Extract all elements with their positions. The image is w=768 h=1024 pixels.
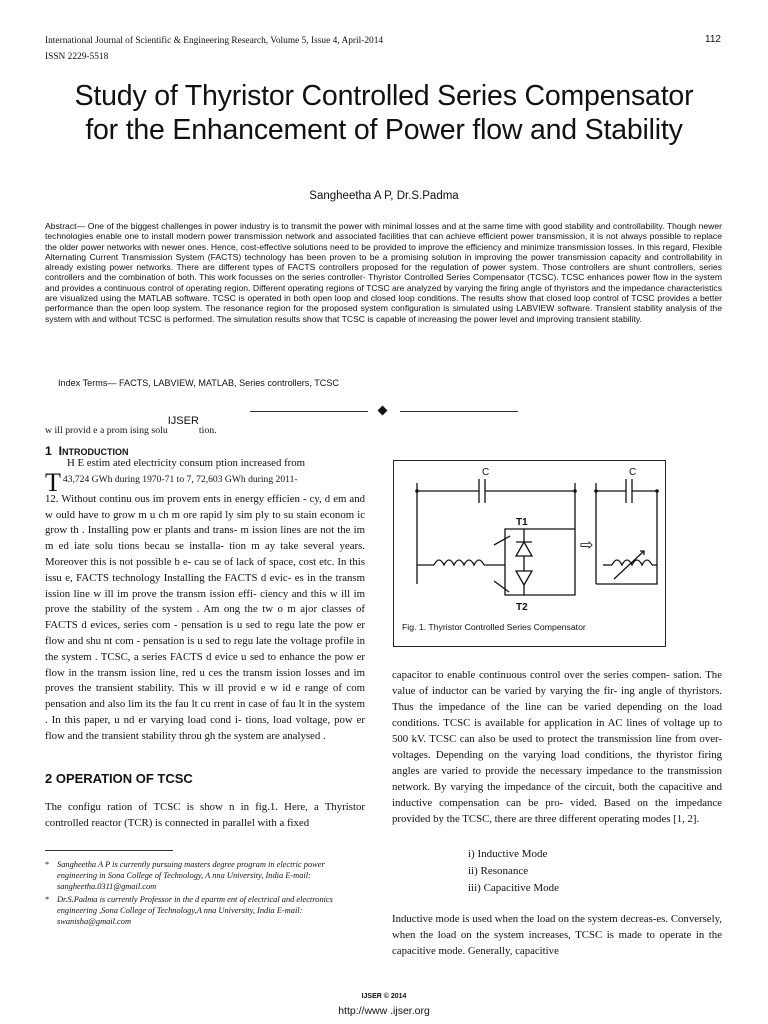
right-capacitor-icon <box>626 479 632 503</box>
abstract <box>45 221 722 324</box>
arrow-right-icon: ⇨ <box>580 537 594 554</box>
copyright-footer: IJSER © 2014 <box>361 993 407 1000</box>
intro-paragraph: 12. Without continu ous im provem ents in energy efficien - cy, d em and w ould have to grow m u ch m ore rapid ly sim ply to su stain econom ic grow th . Installing pow er plants and trans- m ission lines are not the im m ed iate solu tions becau se installa- tion m ay take several years. Moreover this is not possible b e- cau se of lack of space, cost etc. In this issu e, FACTS technology Installing the FACTS d evic- es in the transm ission line w ill im prove the transm ission effi- ciency and this w ill im prove the stability of the system . Am ong the tw o m ajor classes of FACTS d evices, series com - pensation is u sed to regu late the pow er flow and shu nt com - pensation is u sed to regu late the voltage profile in the system . TCSC, a series FACTS d evice u sed to enhance the pow er flow in the transm ission line, red u ces the transm ission losses and im proves the transient stability. This w ill provid e w id e range of com pensation and also lim its the fau lt cu rrent in case of fau lt in the system . In this paper, u nd er varying load cond i- tions, load voltage, pow er flow and the transient stability throu gh the system are analysed . <box>45 492 365 742</box>
stray-text-start: w ill provid e a prom ising solu <box>45 425 168 436</box>
mode-item-resonance: ii) Resonance <box>468 865 529 877</box>
heading-first-letter: I <box>58 444 62 458</box>
thyristor-t1-icon <box>516 542 532 556</box>
footnotes <box>45 859 365 929</box>
intro-line-2-text: 43,724 GWh during 1970-71 to 7, 72,603 GWh during 2011- <box>62 473 298 485</box>
left-capacitor-icon <box>479 479 485 503</box>
mode-item-inductive: i) Inductive Mode <box>468 848 548 860</box>
section-number: 1 <box>45 444 52 458</box>
page-number: 112 <box>705 34 721 45</box>
operation-paragraph: The configu ration of TCSC is show n in fig.1. Here, a Thyristor controlled reactor (TCR) is connected in parallel with a fixed <box>45 801 365 829</box>
drop-cap: T <box>45 467 61 497</box>
mode-item-capacitive: iii) Capacitive Mode <box>468 882 560 894</box>
index-terms: Index Terms— FACTS, LABVIEW, MATLAB, Series controllers, TCSC <box>58 378 339 388</box>
footnote-mark: * <box>45 860 50 869</box>
column2-paragraph-1: capacitor to enable continuous control over the series compen- sation. The value of inductor can be varied by varying the fir- ing angle of thyristors. Thus the impedance of the line can be varied depending on the load conditions. TCSC is available for application in AC lines of voltage up to 500 kV. TCSC can also be used to protect the transmission line from over-voltages. Depending on the varying load conditions, the thyristor firing angles are varied to provide the necessary impedance to the transmission network. By varying the impedance of the circuit, both the capacitive and inductive compensation can be pro- vided. Based on the impedance provided by the TCSC, there are three different operating modes [1, 2]. <box>392 669 722 825</box>
footer-url-link[interactable]: http://www .ijser.org <box>338 1005 430 1017</box>
left-inductor-icon <box>434 560 484 565</box>
figure-caption: Fig. 1. Thyristor Controlled Series Compensator <box>402 622 586 632</box>
separator-line-right <box>400 411 518 412</box>
intro-line-1: H E estim ated electricity consum ption increased from <box>67 457 306 469</box>
footnote-2 <box>45 894 365 927</box>
introduction-body <box>45 456 365 745</box>
paper-title <box>20 79 748 147</box>
author-list: Sangheetha A P, Dr.S.Padma <box>309 190 459 202</box>
separator-line-left <box>250 411 368 412</box>
title-line-2: for the Enhancement of Power flow and Stability <box>85 114 683 146</box>
label-t2: T2 <box>516 602 528 613</box>
footnote-rule <box>45 850 173 851</box>
stray-text-line <box>45 415 217 436</box>
footnote-1 <box>45 859 365 892</box>
abstract-text: One of the biggest challenges in power industry is to transmit the power with minimal losses and at the same time with good stability and controllability. Though newer technologies enable one to install modern power transmission network and associated facilities that can achieve efficient power transmission, it is not always possible to replace the older power networks with newer ones. Hence, cost-effective solutions need to be provided to improve the efficiency and minimize transmission losses. In this regard, Flexible Alternating Current Transmission System (FACTS) technology has been proven to be a promising solution in improving the power transmission capacity and controllability in already existing power networks. There are different types of FACTS controllers proposed for the regulation of power system. Those controllers are shunt controllers, series controllers and the combination of both. This work focusses on the series controller- Thyristor Controlled Series Compensator (TCSC). TCSC enhances power flow in the system and provides a continuous control of operating region. Different operating regions of TCSC are analyzed by varying the firing angle of thyristors and the impedance characteristics are visualized using the MATLAB software. TCSC is operated in both open loop and closed loop conditions. The results show that closed loop control of TCSC provides a better performance than the open loop system. The resonance region for the proposed system configuration is simulated using LABVIEW software. Transient stability analysis of the system with and without TCSC is performed. The simulation results show that TCSC is capable of increasing the power level and improving transient stability. <box>45 221 722 324</box>
label-cap-left: C <box>482 467 490 478</box>
issn-line: ISSN 2229-5518 <box>45 52 109 62</box>
intro-line-2 <box>45 467 365 497</box>
journal-header: International Journal of Scientific & Engineering Research, Volume 5, Issue 4, April-2014 <box>45 36 384 46</box>
stray-text-end: tion. <box>198 425 217 436</box>
label-t1: T1 <box>516 517 528 528</box>
thyristor-t2-icon <box>516 571 532 585</box>
section-heading-operation: 2 OPERATION OF TCSC <box>45 771 193 786</box>
footnote-text: Sangheetha A P is currently pursuing masters degree program in electric power engineering in Sona College of Technology, A nna University, India E-mail: sangheetha.0311@gmail.com <box>57 860 325 891</box>
label-cap-right: C <box>629 467 637 478</box>
heading-rest: NTRODUCTION <box>61 447 129 457</box>
title-line-1: Study of Thyristor Controlled Series Compensator <box>74 80 694 112</box>
abstract-label: Abstract— <box>45 221 86 231</box>
column2-paragraph-2: Inductive mode is used when the load on the system decreas-es. Conversely, when the load on the system increases, TCSC is made to operate in the capacitive mode. Generally, capacitive <box>392 913 722 957</box>
tcsc-circuit-diagram <box>394 461 665 646</box>
section-separator <box>250 405 518 417</box>
operating-modes-list <box>468 846 559 897</box>
footnote-text: Dr.S.Padma is currently Professor in the d epartm ent of electrical and electronics engineering ,Sona College of Technology,A nna University, India E-mail: swanisha@gmail.com <box>57 895 333 926</box>
footnote-mark: * <box>45 895 50 904</box>
watermark-text: IJSER <box>167 415 199 427</box>
diamond-icon <box>378 406 388 416</box>
figure-1 <box>393 460 666 647</box>
